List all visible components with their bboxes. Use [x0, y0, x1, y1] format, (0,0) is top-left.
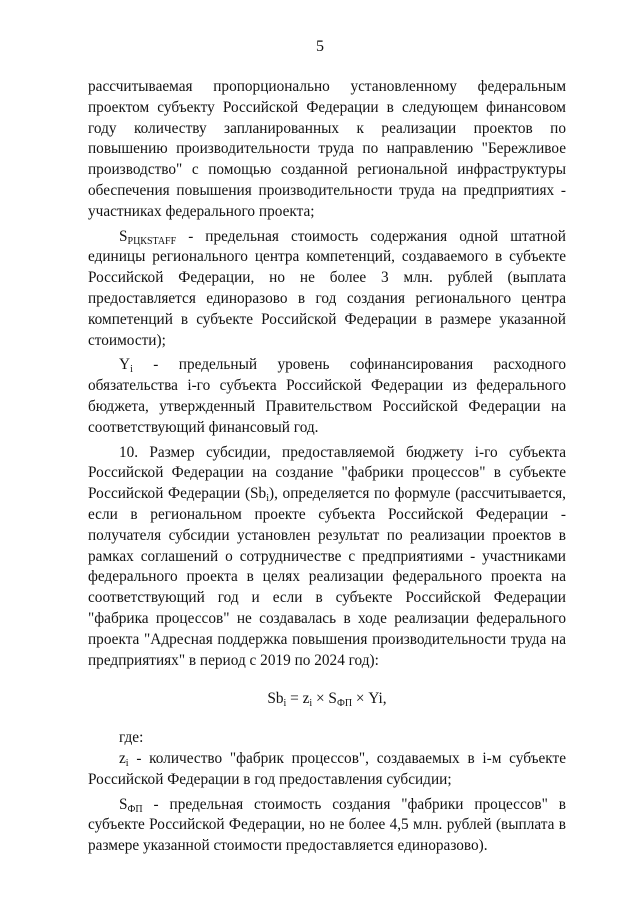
paragraph-10-text: 10. Размер субсидии, предоставляемой бюджету i-го субъекта Российской Федерации на создание "фабрики процессов" в субъекте Российской Федерации (Sb: [88, 443, 566, 503]
paragraph-10: [88, 443, 566, 672]
paragraph-continuation: рассчитываемая пропорционально установленному федеральным проектом субъекту Российской Федерации в следующем финансовом году количеству запланированных к реализации проектов по повышению производительности труда по направлению "Бережливое производство" с помощью созданной региональной инфраструктуры обеспечения повышения производительности труда на предприятиях - участниках федерального проекта;: [88, 78, 566, 220]
definition-text: - предельный уровень софинансирования расходного обязательства i-го субъекта Российской Федерации из федерального бюджета, утвержденный Правительством Российской Федерации на соответствующий финансовый год.: [88, 356, 566, 436]
definition-text: - предельная стоимость создания "фабрики процессов" в субъекте Российской Федерации, но не более 4,5 млн. рублей (выплата в размере указанной стоимости предоставляется единоразово).: [88, 795, 566, 855]
symbol-y: Y: [119, 356, 131, 374]
definition-text: - предельная стоимость содержания одной штатной единицы регионального центра компетенций, создаваемого в субъекте Российской Федерации, но не более 3 млн. рублей (выплата предоставляется единоразово в год создания регионального центра компетенций в субъекте Российской Федерации в размере указанной стоимости);: [88, 227, 566, 349]
subscript-i: i: [125, 757, 129, 769]
where-label: где:: [119, 729, 144, 747]
paragraph-10-text-cont: ), определяется по формуле (рассчитывается, если в региональном проекте субъекта Российской Федерации - получателя субсидии установлен результат по реализации проектов в рамках соглашений о сотрудничестве с предприятиями - участниками федерального проекта в целях реализации федерального проекта на соответствующий год и если в субъекте Российской Федерации "фабрика процессов" не создавалась в ходе реализации федерального проекта "Адресная поддержка повышения производительности труда на предприятиях" в период с 2019 по 2024 год):: [88, 485, 566, 669]
definition-y: [88, 355, 566, 438]
subscript-i: i: [130, 364, 133, 376]
definition-text: - количество "фабрик процессов", создаваемых в i-м субъекте Российской Федерации в год предоставления субсидии;: [88, 749, 566, 788]
subscript-staff: РЦКSTAFF: [127, 235, 177, 247]
symbol-s: S: [119, 227, 128, 245]
document-body: [88, 77, 566, 857]
definition-s-staff: [88, 227, 566, 352]
subscript-fp: ФП: [127, 803, 143, 815]
symbol-z: z: [119, 749, 126, 767]
page-number: 5: [316, 38, 324, 55]
formula: $Sb_i = z_i \times S_{ФП} \times Yi$,: [267, 690, 387, 710]
subscript-i: i: [266, 493, 269, 505]
symbol-s: S: [119, 795, 128, 813]
definition-z: [88, 749, 566, 791]
definition-s-fp: [88, 795, 566, 857]
